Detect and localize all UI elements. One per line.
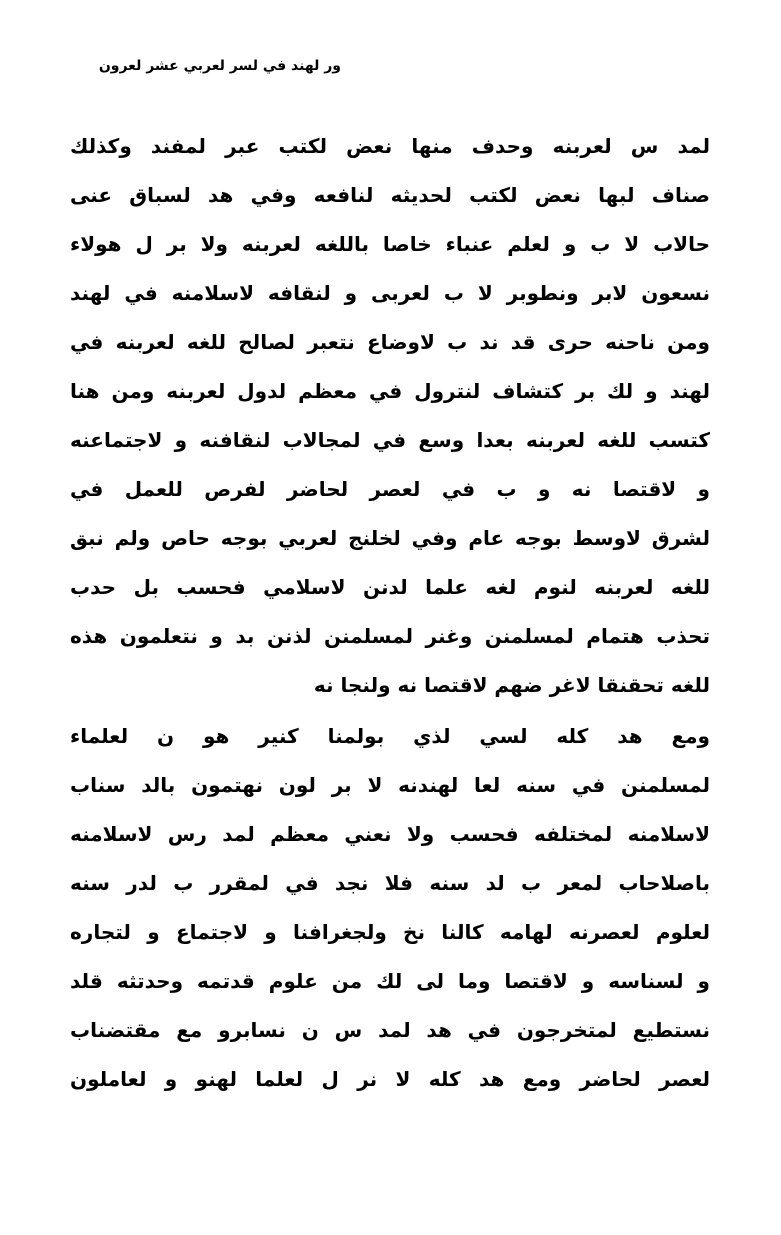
text-line: ومع هد كله لسي لذي بولمنا كنير هو ن لعلماء <box>70 724 710 748</box>
paragraph-1 <box>70 122 710 710</box>
text-line: نسعون لابر ونطوبر لا ب لعربى و لنقافه لاسلامنه في لهند <box>70 281 710 305</box>
text-line: للغه تحقنقا لاغر ضهم لاقتصا نه ولنجا نه <box>313 673 710 697</box>
text-line: و لاقتصا نه و ب في لعصر لحاضر لفرص للعمل في <box>70 477 710 501</box>
text-line: و لسناسه و لاقتصا وما لى لك من علوم قدتمه وحدتثه قلد <box>70 969 710 993</box>
text-line: لمسلمنن في سنه لعا لهندنه لا بر لون نهتمون بالد سناب <box>70 773 710 797</box>
text-line: لعصر لحاضر ومع هد كله لا نر ل لعلما لهنو و لعاملون <box>70 1067 710 1091</box>
text-line: صناف لبها نعض لكتب لحديثه لنافعه وفي هد لسباق عنى <box>70 183 710 207</box>
text-line: لعلوم لعصرنه لهامه كالنا نخ ولجغرافنا و لاجتماع و لتجاره <box>70 920 710 944</box>
text-line: لهند و لك بر كتشاف لنترول في معظم لدول لعربنه ومن هنا <box>70 379 710 403</box>
text-line: لمد س لعربنه وحدف منها نعض لكتب عبر لمفند وكذلك <box>70 134 710 158</box>
text-line: كتسب للغه لعربنه بعدا وسع في لمجالاب لنقافنه و لاجتماعنه <box>70 428 710 452</box>
text-line: لشرق لاوسط بوجه عام وفي لخلنج لعربي بوجه حاص ولم نبق <box>70 526 710 550</box>
text-line: نستطيع لمتخرجون في هد لمد س ن نسابرو مع مقتضناب <box>70 1018 710 1042</box>
text-line: حالاب لا ب و لعلم عنباء خاصا باللغه لعربنه ولا بر ل هولاء <box>70 232 710 256</box>
paragraph-2 <box>70 712 710 1104</box>
text-line: لاسلامنه لمختلفه فحسب ولا نعني معظم لمد رس لاسلامنه <box>70 822 710 846</box>
text-line: تحذب هتمام لمسلمنن وغنر لمسلمنن لذنن بد و نتعلمون هذه <box>70 624 710 648</box>
text-line: للغه لعربنه لنوم لغه علما لدنن لاسلامي فحسب بل حدب <box>70 575 710 599</box>
text-line: ومن ناحنه حرى قد ند ب لاوضاع نتعبر لصالح للغه لعربنه في <box>70 330 710 354</box>
text-line: باصلاحاب لمعر ب لد سنه فلا نجد في لمقرر ب لدر سنه <box>70 871 710 895</box>
running-header: ور لهند في لسر لعربي عشر لعرون <box>98 58 341 74</box>
